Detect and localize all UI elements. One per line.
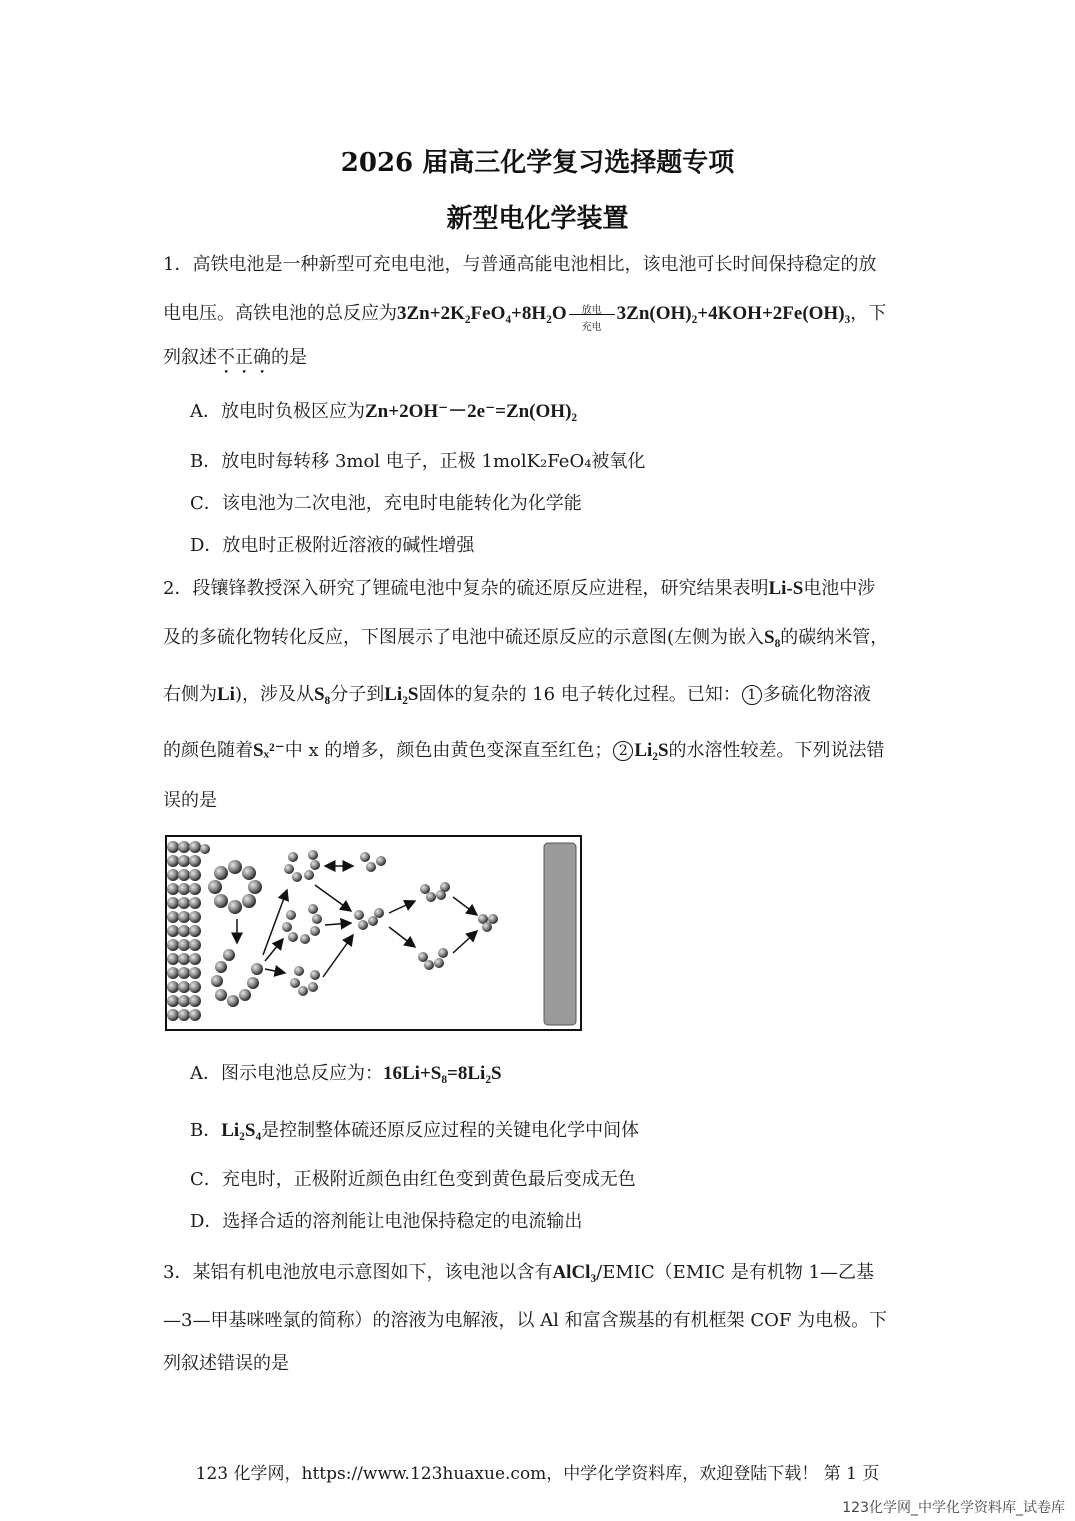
q2-stem-line3 [163, 683, 871, 707]
q2-stem-line1 [163, 577, 875, 601]
q2-line2-bold: S₈ [764, 627, 781, 648]
q2-line3-c: 分子到 [330, 684, 385, 705]
q1-stem-line3-suffix: 的是 [271, 347, 307, 368]
q3-line1-prefix: 3．某铝有机电池放电示意图如下，该电池以含有 [163, 1262, 553, 1283]
q2-line4-a: 的颜色随着 [163, 740, 253, 761]
q1-stem-line1: 1．高铁电池是一种新型可充电电池，与普通高能电池相比，该电池可长时间保持稳定的放 [163, 254, 877, 275]
watermark: 123化学网_中学化学资料库_试卷库 [842, 1500, 1065, 1516]
arrow-label-charge: 充电 [581, 322, 602, 333]
q1-stem-line2-suffix: ，下 [850, 303, 887, 324]
q2-line3-a: 右侧为 [163, 684, 217, 705]
q1-option-b: B．放电时每转移 3mol 电子，正极 1molK₂FeO₄被氧化 [190, 451, 646, 472]
q2-line4-b: 中 x 的增多，颜色由黄色变深直至红色； [284, 740, 613, 761]
q2-line4-bold: Sₓ²⁻ [253, 740, 285, 761]
q1-option-a-text: A．放电时负极区应为 [190, 401, 365, 422]
q3-line1-bold: AlCl₃ [552, 1262, 597, 1283]
q2-line1-suffix: 电池中涉 [803, 578, 876, 599]
sulfur-reduction-diagram [165, 835, 583, 1032]
q3-stem-line3: 列叙述错误的是 [163, 1353, 289, 1374]
lithium-electrode [544, 843, 576, 1025]
circled-number-2: 2 [613, 741, 633, 761]
q2-line3-bold1: Li [217, 684, 235, 705]
q2-stem-line5: 误的是 [163, 790, 217, 811]
q1-emphasis: 不正确 [217, 347, 271, 368]
q1-stem-line3 [163, 346, 307, 378]
q2-option-a-equation: 16Li+S₈=8Li₂S [383, 1063, 502, 1084]
q1-option-a-equation: Zn+2OH⁻－2e⁻=Zn(OH)₂ [365, 401, 578, 422]
q2-option-d: D．选择合适的溶剂能让电池保持稳定的电流输出 [190, 1211, 583, 1232]
q2-option-b-bold: Li₂S₄ [221, 1120, 262, 1141]
q1-equation-left: 3Zn+2K₂FeO₄+8H₂O [397, 303, 567, 324]
q1-stem-line2 [163, 302, 887, 333]
q1-option-c: C．该电池为二次电池，充电时电能转化为化学能 [190, 493, 582, 514]
reversible-arrow [567, 302, 617, 333]
q3-stem-line2: —3—甲基咪唑氯的简称）的溶液为电解液，以 Al 和富含羰基的有机框架 COF 为电极。下 [163, 1310, 888, 1331]
q2-option-a-text: A．图示电池总反应为： [190, 1063, 383, 1084]
document-subtitle: 新型电化学装置 [446, 204, 629, 234]
q1-option-a [190, 400, 577, 424]
q2-option-b-prefix: B． [190, 1120, 222, 1141]
q1-option-d: D．放电时正极附近溶液的碱性增强 [190, 535, 475, 556]
q3-stem-line1 [163, 1261, 874, 1285]
q2-line4-c: 的水溶性较差。下列说法错 [668, 740, 885, 761]
q2-line3-e: 多硫化物溶液 [762, 684, 871, 705]
q2-option-c: C．充电时，正极附近颜色由红色变到黄色最后变成无色 [190, 1169, 636, 1190]
q2-option-b-text: 是控制整体硫还原反应过程的关键电化学中间体 [261, 1120, 640, 1141]
q2-line3-bold3: Li₂S [384, 684, 419, 705]
q2-option-a [190, 1062, 502, 1086]
q2-line3-d: 固体的复杂的 16 电子转化过程。已知： [418, 684, 741, 705]
arrow-label-discharge: 放电 [581, 305, 602, 316]
q2-option-b [190, 1119, 639, 1143]
q2-line3-bold2: S₈ [313, 684, 331, 705]
page-footer: 123 化学网，https://www.123huaxue.com，中学化学资料库，欢迎登陆下载！ 第 1 页 [195, 1464, 880, 1484]
document-title: 2026 届高三化学复习选择题专项 [340, 148, 735, 178]
q2-line2-suffix: 的碳纳米管， [780, 627, 889, 648]
q1-stem-line3-prefix: 列叙述 [163, 347, 217, 368]
q2-line4-bold2: Li₂S [634, 740, 669, 761]
q1-equation-right: 3Zn(OH)₂+4KOH+2Fe(OH)₃ [616, 303, 851, 324]
circled-number-1: 1 [742, 685, 762, 705]
q3-line1-suffix: /EMIC（EMIC 是有机物 1—乙基 [596, 1262, 875, 1283]
q2-line1-prefix: 2．段镶锋教授深入研究了锂硫电池中复杂的硫还原反应进程，研究结果表明 [163, 578, 769, 599]
q1-stem-line2-prefix: 电电压。高铁电池的总反应为 [163, 303, 397, 324]
q2-line2-prefix: 及的多硫化物转化反应，下图展示了电池中硫还原反应的示意图(左侧为嵌入 [163, 627, 765, 648]
q2-line3-b: )，涉及从 [234, 684, 314, 705]
q2-line1-bold: Li-S [768, 578, 804, 599]
q2-stem-line2 [163, 626, 888, 650]
q2-stem-line4 [163, 739, 885, 763]
